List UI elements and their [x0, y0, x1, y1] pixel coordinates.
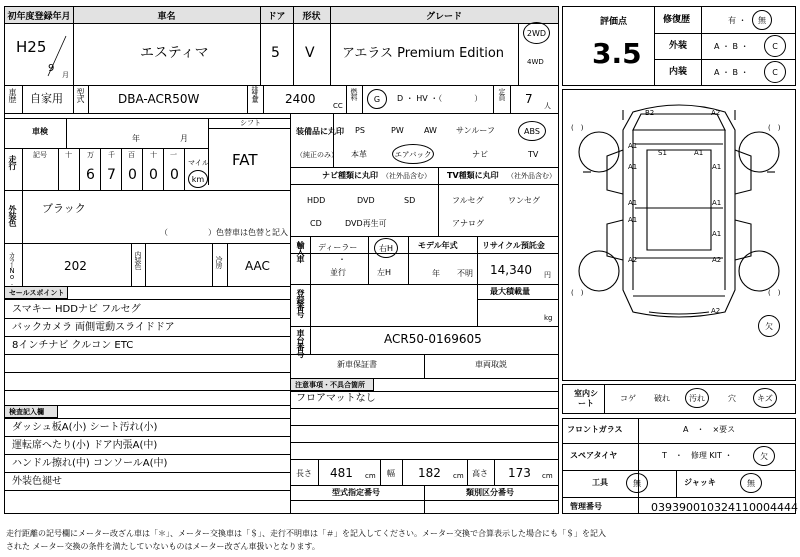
- spare-missing-circled: 欠: [753, 446, 775, 466]
- sales-point-1: スマキー HDDナビ フルセグ: [12, 304, 141, 315]
- bracket-1: ( ): [571, 124, 584, 132]
- tools-none-circled: 無: [626, 473, 648, 493]
- header-door: ドア: [260, 7, 293, 24]
- mileage-label: 走行: [8, 155, 17, 169]
- model-value: DBA-ACR50W: [118, 92, 200, 106]
- equipment-label: 装備品に丸印: [296, 127, 344, 136]
- model-year-year: 年: [432, 269, 440, 278]
- inspector-note-4: 外装色褪せ: [12, 476, 62, 487]
- spare-tire-value: T ・ 修理 KIT ・: [662, 451, 733, 460]
- registration-label: 登録番号: [296, 289, 305, 317]
- right-hand-circled: 右H: [374, 238, 398, 258]
- score-value: 3.5: [592, 37, 642, 70]
- fuel-options: D ・ HV ・（ ）: [397, 94, 483, 103]
- mileage-digit-4: 0: [149, 167, 158, 183]
- mileage-digit-5: 0: [170, 167, 179, 183]
- jack-none-circled: 無: [740, 473, 762, 493]
- seat-burn: コゲ: [620, 394, 636, 403]
- new-car-warranty: 新車保証書: [337, 360, 377, 369]
- panel-s1: S1: [658, 149, 667, 157]
- bracket-3: ( ): [571, 289, 584, 297]
- equip-ps: PS: [355, 126, 365, 135]
- footer-note-2: された メーター交換の条件を満たしていないものはメーター改ざん車扱いとなります。: [6, 542, 320, 551]
- vin-label: 車台番号: [296, 329, 305, 357]
- seat-tear: 破れ: [654, 394, 670, 403]
- equip-leather: 本革: [351, 150, 367, 159]
- max-load-unit: kg: [544, 314, 553, 322]
- car-name: エスティマ: [140, 45, 209, 61]
- header-car-name: 車名: [73, 7, 260, 24]
- equip-pw: PW: [391, 126, 404, 135]
- panel-a1-left-2: A1: [628, 199, 638, 207]
- equip-tv: TV: [528, 150, 539, 159]
- grade-value: アエラス Premium Edition: [342, 46, 505, 61]
- mileage-header-5: 十: [150, 151, 157, 159]
- length-unit: cm: [365, 472, 376, 480]
- vehicle-manual: 車両取説: [475, 360, 507, 369]
- mile-label: マイル: [188, 159, 209, 167]
- exterior-label: 外装: [669, 41, 688, 51]
- fuel-label: 燃料: [350, 88, 358, 100]
- repair-none-circled: 無: [752, 10, 772, 30]
- sales-point-3: 8インチナビ クルコン ETC: [12, 340, 134, 351]
- color-no-value: 202: [64, 259, 87, 273]
- class-number-label: 類別区分番号: [466, 488, 514, 497]
- header-grade: グレード: [330, 7, 558, 24]
- capacity-unit: 人: [544, 102, 551, 110]
- panel-a2-left-rear: A2: [628, 256, 638, 264]
- tv-type-sub: （社外品含む）: [507, 172, 556, 180]
- navi-cd: CD: [310, 219, 322, 228]
- interior-label: 内装: [669, 67, 688, 77]
- door-count: 5: [271, 45, 280, 61]
- tv-analog: アナログ: [452, 219, 484, 228]
- mileage-digit-3: 0: [128, 167, 137, 183]
- inspector-notes-label: 検査記入欄: [5, 406, 57, 418]
- reg-month: 9: [48, 63, 55, 74]
- equip-aw: AW: [424, 126, 437, 135]
- equip-sunroof: サンルーフ: [456, 126, 495, 135]
- mileage-header-0: 記号: [33, 151, 47, 159]
- km-circled: km: [188, 170, 208, 188]
- spare-tire-label: スペアタイヤ: [570, 451, 618, 460]
- seat-dirt-circled: 汚れ: [685, 388, 709, 408]
- interior-options: A ・ B ・: [714, 68, 749, 77]
- mileage-digit-1: 6: [86, 167, 95, 183]
- navi-hdd: HDD: [307, 196, 326, 205]
- tv-type-label: TV種類に丸印: [447, 171, 499, 180]
- reg-month-unit: 月: [62, 71, 69, 79]
- panel-a2-top: A2: [711, 109, 721, 117]
- header-shape: 形状: [293, 7, 330, 24]
- width-value: 182: [418, 466, 441, 480]
- footer-note-1: 走行距離の記号欄にメーター改ざん車は「＊」、メーター交換車は「＄」、走行不明車は「＃」を記入してください。メーター交換で合算表示した場合にも「＄」を記入: [6, 529, 606, 538]
- mgmt-number-value: 039390010324110004444: [651, 501, 798, 514]
- tv-fullseg: フルセグ: [452, 196, 484, 205]
- seat-scratch-circled: キズ: [753, 388, 777, 408]
- inspector-note-3: ハンドル擦れ(中) コンソールA(中): [12, 458, 168, 469]
- sales-points-label: セールスポイント: [5, 287, 67, 299]
- reg-year: H25: [16, 38, 47, 56]
- jack-label: ジャッキ: [684, 478, 716, 487]
- navi-type-label: ナビ種類に丸印: [322, 171, 378, 180]
- inspector-note-2: 運転席へたり(小) ドア内張A(中): [12, 440, 158, 451]
- inspection-label: 車検: [32, 127, 48, 136]
- width-unit: cm: [453, 472, 464, 480]
- model-label: 型式: [76, 88, 85, 102]
- drive-4wd: 4WD: [527, 58, 544, 66]
- equip-abs-circled: ABS: [518, 121, 546, 141]
- import-dot: ・: [338, 255, 346, 264]
- panel-a1-front-left: A1: [628, 142, 638, 150]
- tv-oneseg: ワンセグ: [508, 196, 540, 205]
- seat-hole: 穴: [728, 394, 736, 403]
- vin-value: ACR50-0169605: [384, 332, 482, 346]
- inspection-month: 月: [180, 134, 188, 143]
- panel-a1-right-2: A1: [712, 199, 722, 207]
- notes-value: フロアマットなし: [296, 393, 376, 404]
- color-no-label: カラーNo.: [8, 252, 16, 285]
- panel-a1-right-1: A1: [712, 163, 722, 171]
- type-designation-label: 型式指定番号: [332, 488, 380, 497]
- panel-a1-hood: A1: [694, 149, 704, 157]
- windshield-label: フロントガラス: [567, 425, 623, 434]
- repair-options: 有 ・: [728, 16, 747, 25]
- width-label: 幅: [387, 469, 395, 478]
- navi-dvd-play: DVD再生可: [345, 219, 387, 228]
- height-unit: cm: [542, 472, 553, 480]
- recycle-label: リサイクル預託金: [482, 241, 545, 250]
- shift-value: FAT: [232, 151, 258, 169]
- panel-a1-left-1: A1: [628, 163, 638, 171]
- repair-label: 修復歴: [663, 15, 691, 25]
- fuel-g-circled: G: [367, 89, 387, 109]
- drive-2wd-circled: 2WD: [523, 22, 550, 44]
- max-load-label: 最大積載量: [490, 287, 530, 296]
- missing-circled: 欠: [758, 315, 780, 337]
- recycle-value: 14,340: [490, 263, 532, 277]
- height-value: 173: [508, 466, 531, 480]
- displacement-label: 排気量: [251, 86, 259, 101]
- recycle-unit: 円: [544, 271, 551, 279]
- tools-label-text: 工具: [592, 478, 608, 487]
- exterior-c-circled: C: [764, 35, 786, 57]
- mileage-header-3: 千: [108, 151, 115, 159]
- mileage-header-6: 一: [170, 151, 177, 159]
- interior-c-circled: C: [764, 61, 786, 83]
- shift-label: シフト: [240, 119, 261, 127]
- panel-b2: B2: [645, 109, 655, 117]
- equipment-sub: （純正のみ）: [296, 151, 338, 159]
- inspector-note-1: ダッシュ板A(小) シート汚れ(小): [12, 422, 158, 433]
- capacity-value: 7: [525, 92, 533, 106]
- mileage-header-2: 万: [87, 151, 94, 159]
- navi-dvd: DVD: [357, 196, 375, 205]
- color-label: 外装色: [8, 205, 17, 226]
- cc-unit: CC: [333, 102, 343, 110]
- equip-navi: ナビ: [472, 150, 488, 159]
- panel-a2-bottom: A2: [711, 307, 721, 315]
- use-value: 自家用: [30, 92, 63, 105]
- interior-color-label: 内装色: [134, 251, 142, 269]
- bracket-2: ( ): [768, 124, 781, 132]
- seat-label: 室内シート: [574, 389, 598, 408]
- model-year-label: モデル年式: [418, 241, 458, 250]
- main-form: [4, 6, 559, 514]
- notes-label: 注意事項・不具合箇所: [291, 379, 373, 391]
- bracket-4: ( ): [768, 289, 781, 297]
- panel-a2-right-rear: A2: [712, 256, 722, 264]
- mileage-header-4: 百: [128, 151, 135, 159]
- body-shape: V: [305, 45, 315, 61]
- panel-a1-right-3: A1: [712, 230, 722, 238]
- model-year-value: 不明: [457, 269, 473, 278]
- mileage-digit-2: 7: [107, 167, 116, 183]
- import-label: 輸入車: [296, 241, 305, 262]
- capacity-label: 定員: [498, 88, 506, 100]
- length-label: 長さ: [296, 469, 312, 478]
- mileage-header-1: 十: [65, 151, 72, 159]
- inspection-year: 年: [132, 134, 140, 143]
- windshield-value: A ・ ×要ス: [683, 425, 736, 434]
- color-value: ブラック: [42, 202, 86, 215]
- car-outline: [563, 90, 795, 380]
- panel-a1-left-3: A1: [628, 216, 638, 224]
- mgmt-number-label: 管理番号: [570, 502, 602, 511]
- height-label: 高さ: [472, 469, 488, 478]
- equip-airbag-circled: エアバック: [392, 144, 434, 164]
- import-parallel: 並行: [330, 268, 346, 277]
- sales-point-2: バックカメラ 両側電動スライドドア: [12, 322, 175, 333]
- ac-label: 冷房: [215, 256, 223, 268]
- displacement-value: 2400: [285, 92, 316, 106]
- navi-sd: SD: [404, 196, 416, 205]
- left-hand: 左H: [377, 268, 392, 277]
- color-change-note: （ ）色替車は色替と記入: [160, 228, 288, 237]
- exterior-options: A ・ B ・: [714, 42, 749, 51]
- header-reg-year: 初年度登録年月: [5, 7, 73, 24]
- use-label: 車歴: [8, 88, 17, 102]
- length-value: 481: [330, 466, 353, 480]
- import-dealer: ディーラー: [318, 243, 358, 252]
- ac-value: AAC: [245, 259, 270, 273]
- navi-type-sub: （社外品含む）: [382, 172, 431, 180]
- score-label: 評価点: [600, 17, 628, 27]
